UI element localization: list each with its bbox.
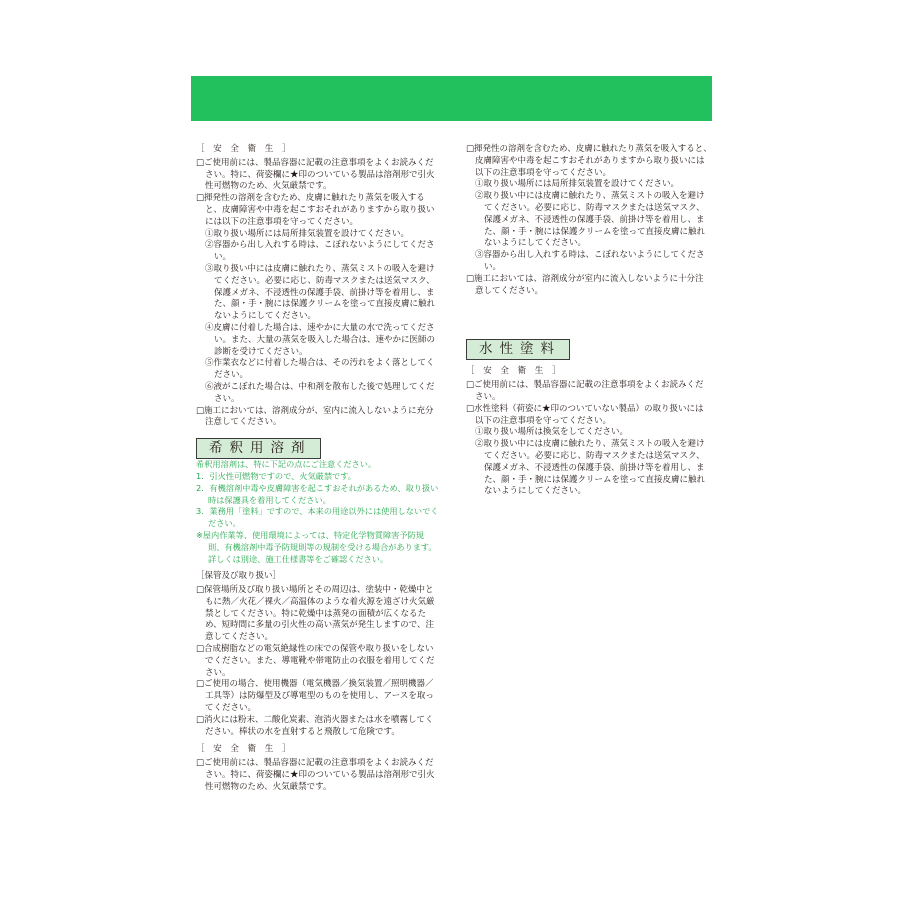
safety-subitem-5: ⑤作業衣などに付着した場合は、その汚れをよく落としてください。	[205, 358, 435, 381]
storage-item-1: □保管場所及び取り扱い場所とその周辺は、塗装中・乾燥中ともに熱／火花／裸火／高温体のような着火源を遠ざけ火気厳禁としてください。特に乾燥中は蒸発の面積が広くなるため、短時間に多量の引火性の高い蒸気が発生しますので、注意してください。	[196, 585, 435, 643]
safety-item-last: □施工においては、溶剤成分が、室内に流入しないように充分注意してください。	[196, 405, 434, 428]
safety-item-1: □ご使用前には、製品容器に記載の注意事項をよくお読みください。特に、荷姿欄に★印のついている製品は溶剤形で引火性可燃物のため、火気厳禁です。	[196, 157, 435, 192]
safety2-item-1: □ご使用前には、製品容器に記載の注意事項をよくお読みください。特に、荷姿欄に★印のついている製品は溶剤形で引火性可燃物のため、火気厳禁です。	[196, 758, 435, 792]
safety-item-2: □揮発性の溶剤を含むため、皮膚に触れたり蒸気を吸入すると、皮膚障害や中毒を起こすおそれがありますから取り扱いには以下の注意事項を守ってください。	[196, 193, 435, 227]
solvent-subitem-1: ①取り扱い場所には局所排気装置を設けてください。	[475, 179, 680, 190]
green-header-banner	[191, 76, 712, 121]
storage-header: ［保管及び取り扱い］	[196, 571, 282, 582]
thinner-item-3: 3．業務用「塗料」ですので、本来の用途以外には使用しないでください。	[196, 506, 439, 529]
solvent-item: □揮発性の溶剤を含むため、皮膚に触れたり蒸気を吸入すると、皮膚障害や中毒を起こすおそれがありますから取り扱いには以下の注意事項を守ってください。	[466, 144, 712, 178]
solvent-subitem-2: ②取り扱い中には皮膚に触れたり、蒸気ミストの吸入を避けてください。必要に応じ、防毒マスクまたは送気マスク、保護メガネ、不浸透性の保護手袋、前掛け等を着用し、また、顔・手・腕には保護クリームを塗って直接皮膚に触れないようにしてください。	[475, 191, 706, 249]
storage-item-4: □消火には粉末、二酸化炭素、泡消火器または水を噴霧してください。棒状の水を直射すると飛散して危険です。	[196, 714, 434, 737]
safety-subitem-3: ③取り扱い中には皮膚に触れたり、蒸気ミストの吸入を避けてください。必要に応じ、防毒マスクまたは送気マスク、保護メガネ、不浸透性の保護手袋、前掛け等を着用し、また、顔・手・腕には保護クリームを塗って直接皮膚に触れないようにしてください。	[205, 263, 436, 322]
solvent-subitem-3: ③容器から出し入れする時は、こぼれないようにしてください。	[475, 250, 705, 272]
water-subitem-1: ①取り扱い場所は換気をしてください。	[475, 427, 629, 438]
water-paint-section-title: 水性塗料	[466, 339, 570, 360]
thinner-section-title: 希釈用溶剤	[196, 438, 321, 459]
safety-header: ［ 安 全 衛 生 ］	[196, 144, 294, 154]
water-item-2: □水性塗料（荷姿に★印のついていない製品）の取り扱いには以下の注意事項を守ってください。	[466, 403, 704, 426]
thinner-intro: 希釈用溶剤は、特に下記の点にご注意ください。	[196, 459, 377, 470]
solvent-item-last: □施工においては、溶剤成分が室内に流入しないように十分注意してください。	[466, 273, 704, 296]
left-column	[196, 144, 440, 794]
water-safety-header: ［ 安 全 衛 生 ］	[466, 366, 564, 377]
safety-header-2: ［ 安 全 衛 生 ］	[196, 744, 294, 755]
thinner-item-2: 2．有機溶剤中毒や皮膚障害を起こすおそれがあるため、取り扱い時は保護具を着用してください。	[196, 482, 439, 505]
storage-item-3: □ご使用の場合、使用機器（電気機器／換気装置／照明機器／工具等）は防爆型及び導電型のものを使用し、アースを取ってください。	[196, 679, 434, 714]
safety-subitem-4: ④皮膚に付着した場合は、速やかに大量の水で洗ってください。また、大量の蒸気を吸入した場合は、速やかに医師の診断を受けてください。	[205, 322, 436, 357]
right-column	[466, 144, 712, 498]
safety-subitem-1: ①取り扱い場所には局所排気装置を設けてください。	[205, 228, 410, 239]
storage-item-2: □合成樹脂などの電気絶縁性の床での保管や取り扱いをしないでください。また、導電靴や帯電防止の衣服を着用してください。	[196, 644, 435, 678]
safety-subitem-2: ②容器から出し入れする時は、こぼれないようにしてください。	[205, 240, 435, 263]
water-subitem-2: ②取り扱い中には皮膚に触れたり、蒸気ミストの吸入を避けてください。必要に応じ、防毒マスクまたは送気マスク、保護メガネ、不浸透性の保護手袋、前掛け等を着用し、また、顔・手・腕には保護クリームを塗って直接皮膚に触れないようにしてください。	[475, 439, 706, 497]
thinner-item-1: 1．引火性可燃物ですので、火気厳禁です。	[196, 470, 356, 481]
safety-subitem-6: ⑥液がこぼれた場合は、中和剤を散布した後で処理してください。	[205, 381, 435, 404]
thinner-note: ※屋内作業等、使用環境によっては、特定化学物質障害予防規則、有機溶剤中毒予防規則等の規制を受ける場合があります。詳しくは別途、施工仕様書等をご確認ください。	[196, 529, 437, 564]
thinner-notice	[196, 459, 440, 565]
water-item-1: □ご使用前には、製品容器に記載の注意事項をよくお読みください。	[466, 380, 704, 402]
